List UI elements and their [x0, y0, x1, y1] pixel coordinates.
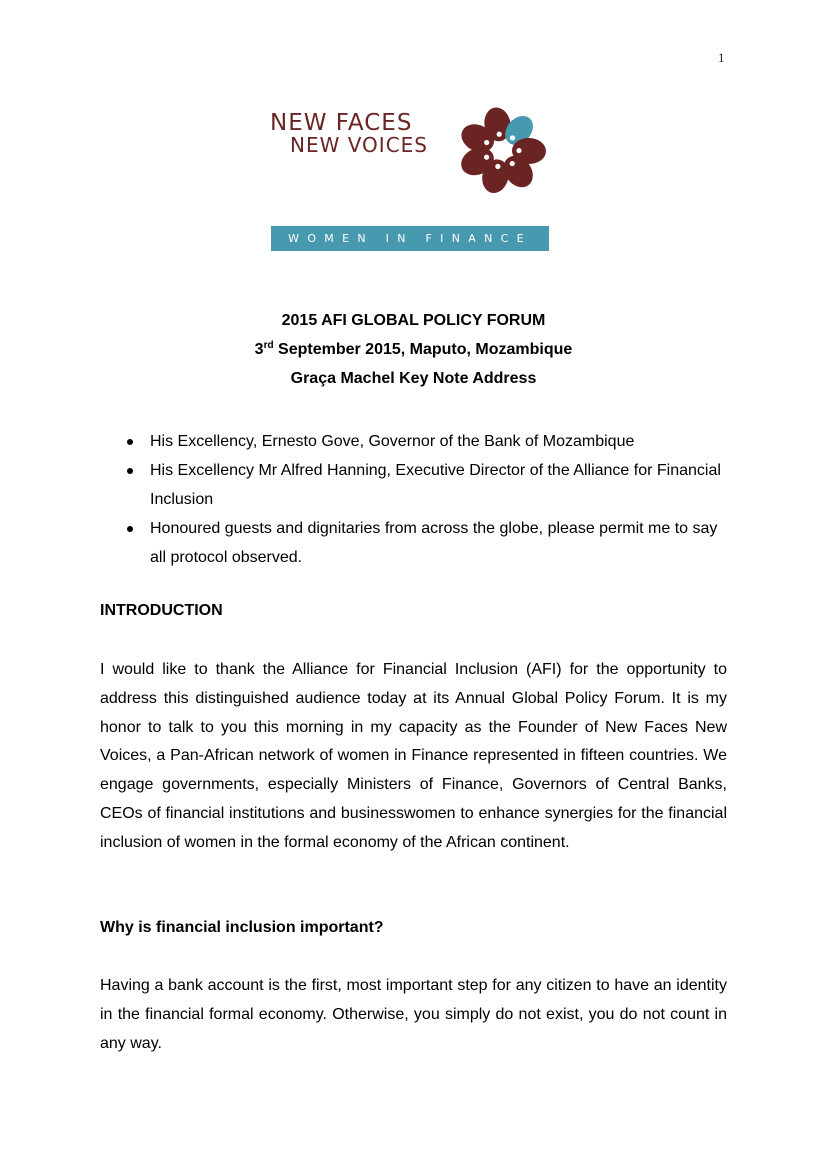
event-date-location — [0, 341, 827, 359]
salutation-text: His Excellency, Ernesto Gove, Governor of the Bank of Mozambique — [150, 433, 635, 450]
salutation-text: His Excellency Mr Alfred Hanning, Executive Director of the Alliance for Financial Inclusion — [150, 462, 721, 508]
salutation-item — [100, 456, 730, 514]
logo-line-2: NEW VOICES — [290, 133, 428, 157]
salutation-text: Honoured guests and dignitaries from across the globe, please permit me to say all protocol observed. — [150, 520, 718, 566]
section-heading-introduction: INTRODUCTION — [100, 602, 223, 619]
address-title: Graça Machel Key Note Address — [290, 370, 537, 387]
date-rest: September 2015, Maputo, Mozambique — [273, 341, 573, 358]
why-financial-inclusion-paragraph: Having a bank account is the first, most important step for any citizen to have an identity in the financial formal economy. Otherwise, you simply do not exist, you do not count in any way. — [100, 977, 727, 1052]
page-number: 1 — [718, 50, 725, 65]
logo-line-1: NEW FACES — [270, 110, 413, 136]
section-heading-why-financial-inclusion: Why is financial inclusion important? — [100, 919, 384, 936]
flower-icon — [456, 106, 552, 194]
forum-title: 2015 AFI GLOBAL POLICY FORUM — [281, 312, 546, 329]
date-ordinal: rd — [263, 340, 274, 351]
date-day: 3 — [254, 341, 264, 358]
women-in-finance-banner: WOMEN IN FINANCE — [271, 226, 549, 251]
bullet-icon — [127, 439, 133, 445]
salutation-item — [100, 427, 730, 456]
logo-wordmark — [270, 112, 428, 156]
new-faces-new-voices-logo — [270, 106, 555, 254]
bullet-icon — [127, 526, 133, 532]
salutation-list — [100, 427, 730, 572]
salutation-item — [100, 514, 730, 572]
introduction-paragraph: I would like to thank the Alliance for Financial Inclusion (AFI) for the opportunity to address this distinguished audience today at its Annual Global Policy Forum. It is my honor to talk to you this morning in my capacity as the Founder of New Faces New Voices, a Pan-African network of women in Finance represented in fifteen countries. We engage governments, especially Ministers of Finance, Governors of Central Banks, CEOs of financial institutions and businesswomen to enhance synergies for the financial inclusion of women in the formal economy of the African continent. — [100, 661, 727, 851]
bullet-icon — [127, 468, 133, 474]
